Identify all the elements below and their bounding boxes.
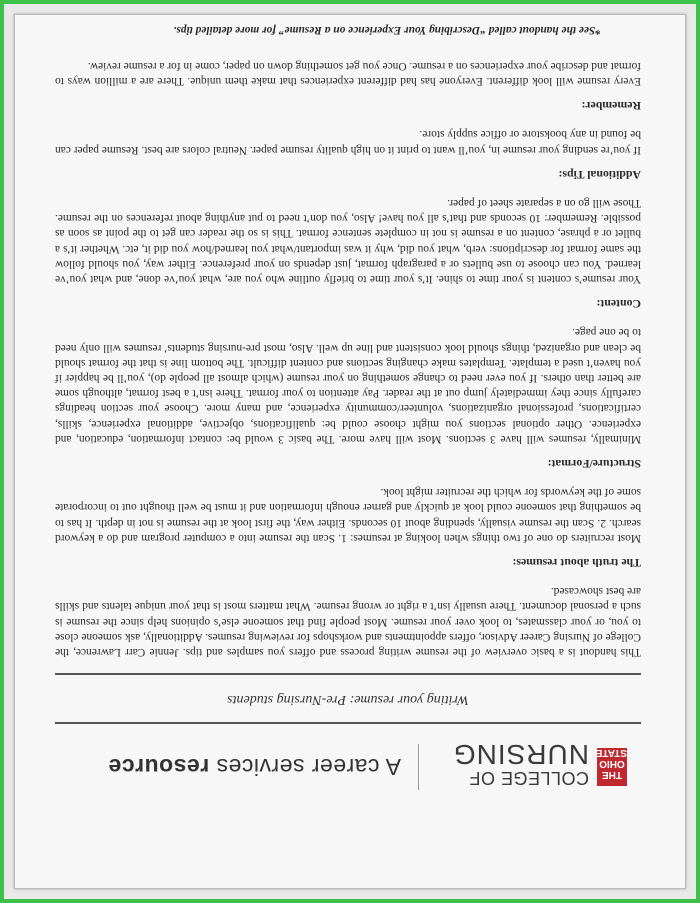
- section-heading-tips: Additional Tips:: [558, 167, 641, 182]
- page-content: [55, 22, 641, 794]
- section-heading-content: Content:: [596, 297, 641, 312]
- section-text-tips: If you’re sending your resume in, you’ll want to print it on high quality resume paper. Neutral colors are best. Resume paper can be found in any bookstore or office supply store.: [55, 128, 641, 156]
- document-header: [55, 724, 641, 794]
- document-body: [55, 22, 641, 659]
- section-heading-structure: Structure/Format:: [547, 456, 641, 471]
- header-divider: [418, 744, 419, 790]
- bottom-rule: [55, 673, 641, 675]
- intro-paragraph: This handout is a basic overview of the resume writing process and offers you samples and tips. Jennie Carr Lawrence, the College of Nursing Career Advisor, offers appointments and workshops for reviewing resumes. Additionally, ask someone close to you, or your classmates, to look over your resume. Most people find that someone else’s opinions help since the resume is such a personal document. There usually isn’t a right or wrong resume. What matters most is that your unique talents and skills are best showcased.: [55, 585, 641, 658]
- resource-title-bold: resource: [108, 754, 210, 780]
- resource-title-pre: A career services: [209, 754, 401, 780]
- upside-down-document: [15, 15, 685, 888]
- document-page: [14, 14, 686, 889]
- handout-tip: *See the handout called “Describing Your Experience on a Resume” for more detailed tips.: [173, 24, 601, 37]
- section-text-content: Your resume’s content is your time to shine. It’s your time to briefly outline who you are, what you’ve done, and what you’ve learned. You can choose to use bullets or a paragraph format, just depends on your preference. Either way, you should follow the same format for descriptions: verb, what you did, why it was important/what you learned/how you did it, etc. Whether it’s a bullet or a phrase, content on a resume is not in complete sentence format. This is so the reader can get to the point as soon as possible. Remember: 10 seconds and that’s all you have! Also, you don’t need to put anything about references on the resume. Those will go on a separate sheet of paper.: [55, 196, 641, 285]
- section-heading-truth: The truth about resumes:: [512, 555, 641, 570]
- document-title: Writing your resume: Pre-Nursing students: [227, 692, 469, 707]
- college-line-2: NURSING: [452, 739, 589, 770]
- section-text-remember: Every resume will look different. Everyone has had different experiences that make them unique. There are a million ways to format and describe your experiences on a resume. Once you get something down on paper, come in for a resume review.: [55, 59, 641, 87]
- college-logo-text: [453, 740, 589, 788]
- section-text-truth: Most recruiters do one of two things when looking at resumes: 1. Scan the resume into a computer program and do a keyword search. 2. Scan the resume visually, spending about 10 seconds. Either way, the first look at the resume is not in depth. It has to be something that someone could look at quickly and garner enough information and it must be well thought out to incorporate some of the keywords for which the recruiter might look.: [55, 486, 641, 544]
- ohio-state-logo-icon: THE OHIO STATE: [597, 748, 627, 786]
- college-line-1: COLLEGE OF: [468, 768, 589, 788]
- section-text-structure: Minimally, resumes will have 3 sections. Most will have more. The basic 3 would be: contact information, education, and experience. Other optional sections you might choose could be: qualifications, objective, additional experience, skills, certifications, professional organizations, volunteer/community experience, and many more. Choose your section headings carefully since they immediately jump out at the reader. Pay attention to your format. There isn’t a best format, although some are better than others. If you ever need to change something on your resume (which almost all people do), you’ll be happier if you haven’t used a template. Templates make changing sections and content difficult. The bottom line is that the format should be clean and organized, things should look consistent and line up well. Also, most pre-nursing students’ resumes will only need to be one page.: [55, 326, 641, 445]
- section-heading-remember: Remember:: [581, 99, 641, 114]
- resource-title: [108, 753, 401, 780]
